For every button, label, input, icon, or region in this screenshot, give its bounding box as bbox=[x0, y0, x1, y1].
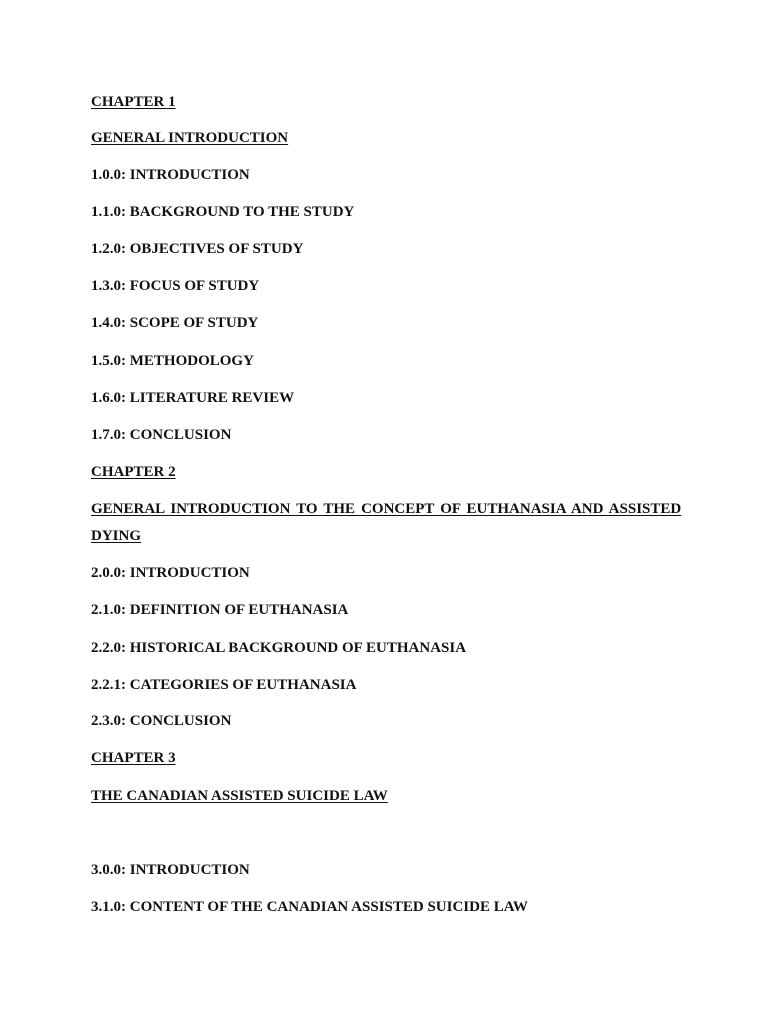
chapter-1-label: CHAPTER 1 bbox=[91, 94, 176, 110]
toc-entry: 1.4.0: SCOPE OF STUDY bbox=[91, 315, 259, 331]
toc-entry: 1.1.0: BACKGROUND TO THE STUDY bbox=[91, 204, 355, 220]
toc-entry: 2.2.1: CATEGORIES OF EUTHANASIA bbox=[91, 677, 357, 693]
chapter-1-title: GENERAL INTRODUCTION bbox=[91, 130, 289, 146]
toc-entry: 3.0.0: INTRODUCTION bbox=[91, 862, 250, 878]
chapter-2-title-line-1: GENERAL INTRODUCTION TO THE CONCEPT OF EUTHANASIA AND ASSISTED bbox=[91, 501, 682, 517]
chapter-2-title-line-2: DYING bbox=[91, 528, 142, 544]
chapter-3-title: THE CANADIAN ASSISTED SUICIDE LAW bbox=[91, 788, 388, 804]
toc-entry: 2.3.0: CONCLUSION bbox=[91, 713, 232, 729]
chapter-2-label: CHAPTER 2 bbox=[91, 464, 176, 480]
toc-entry: 1.6.0: LITERATURE REVIEW bbox=[91, 390, 295, 406]
toc-entry: 1.5.0: METHODOLOGY bbox=[91, 353, 254, 369]
toc-entry: 2.1.0: DEFINITION OF EUTHANASIA bbox=[91, 602, 349, 618]
toc-entry: 1.3.0: FOCUS OF STUDY bbox=[91, 278, 260, 294]
toc-entry: 1.2.0: OBJECTIVES OF STUDY bbox=[91, 241, 304, 257]
toc-entry: 1.7.0: CONCLUSION bbox=[91, 427, 232, 443]
toc-entry: 3.1.0: CONTENT OF THE CANADIAN ASSISTED SUICIDE LAW bbox=[91, 899, 528, 915]
toc-entry: 1.0.0: INTRODUCTION bbox=[91, 167, 250, 183]
toc-entry: 2.2.0: HISTORICAL BACKGROUND OF EUTHANASIA bbox=[91, 640, 467, 656]
chapter-3-label: CHAPTER 3 bbox=[91, 750, 176, 766]
toc-entry: 2.0.0: INTRODUCTION bbox=[91, 565, 250, 581]
